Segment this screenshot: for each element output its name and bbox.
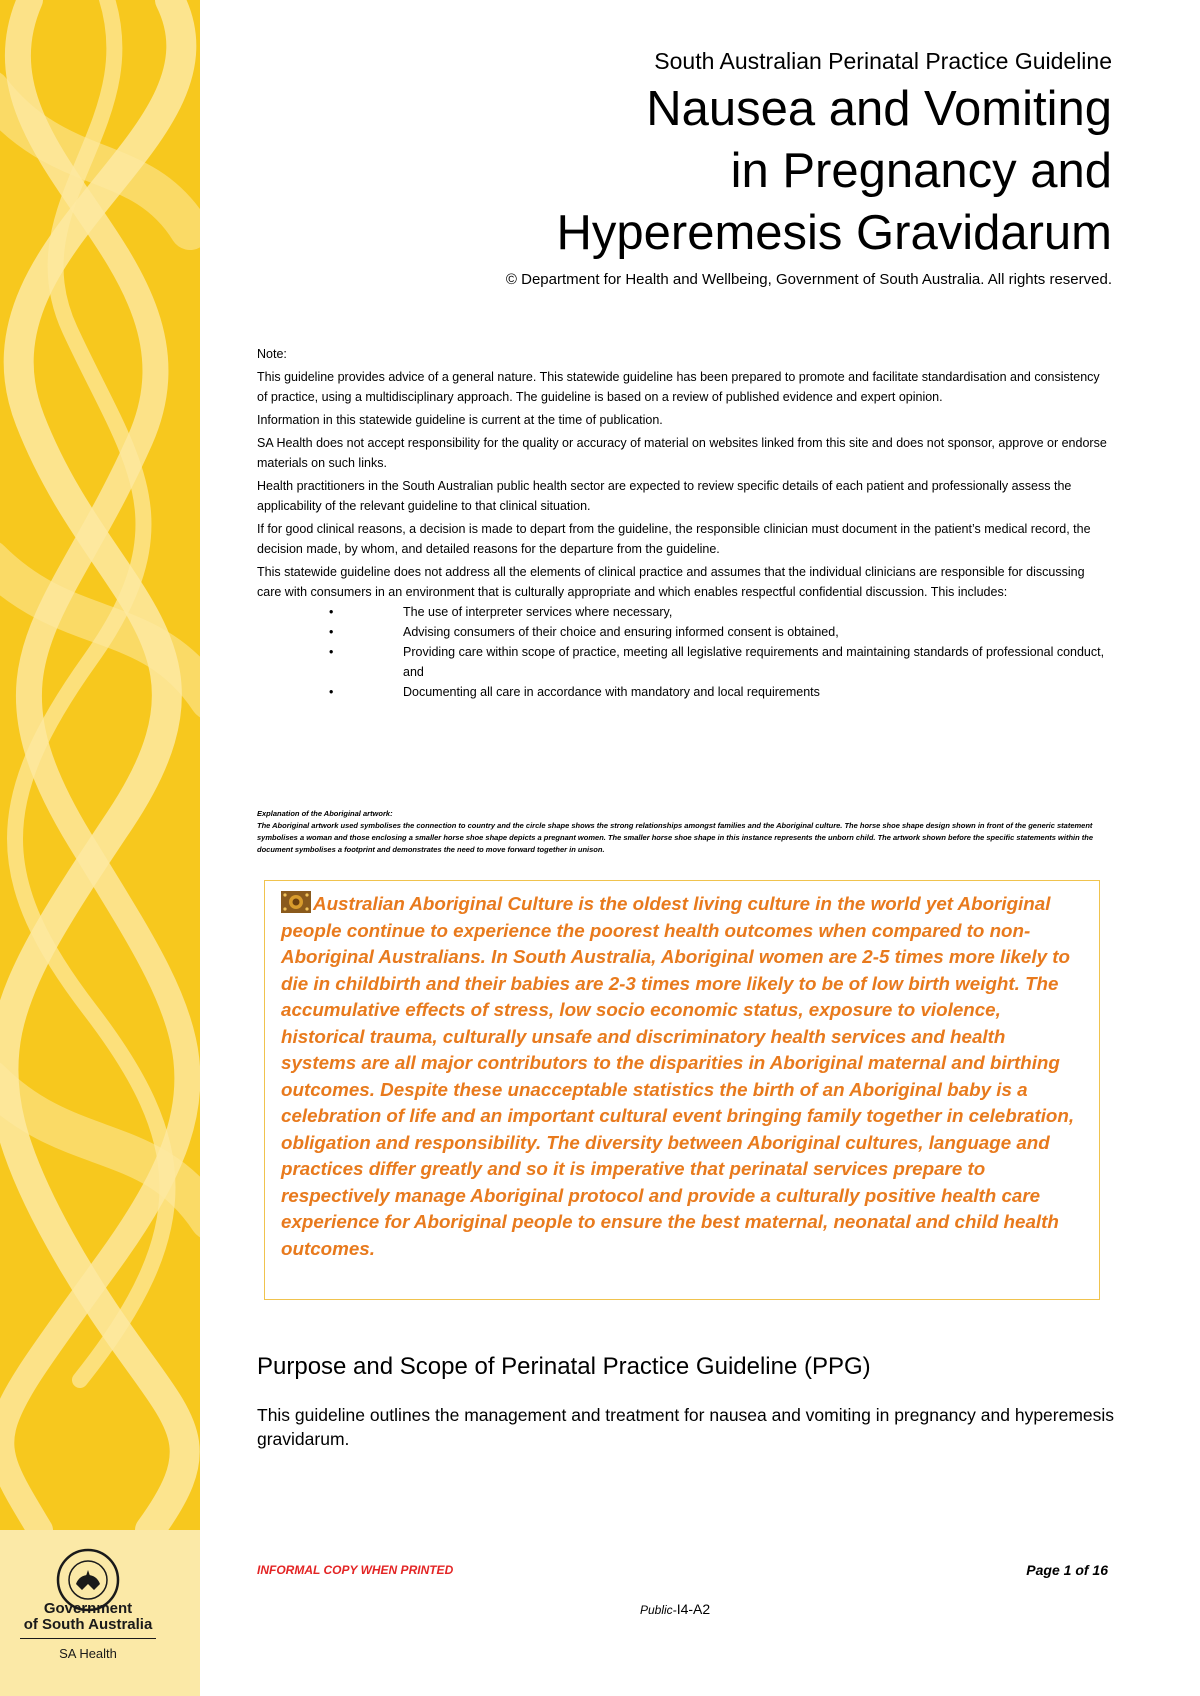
bullet-icon: • <box>329 645 334 659</box>
title-line: in Pregnancy and <box>730 144 1112 198</box>
list-item: • The use of interpreter services where necessary, <box>257 602 1112 622</box>
bullet-icon: • <box>329 605 334 619</box>
informal-copy-notice: INFORMAL COPY WHEN PRINTED <box>257 1563 454 1577</box>
list-item: • Providing care within scope of practice, meeting all legislative requirements and maintaining standards of professional conduct, and <box>257 642 1112 682</box>
title-line: Nausea and Vomiting <box>646 82 1112 136</box>
note-bullet-list <box>257 602 1112 702</box>
logo-divider <box>20 1638 156 1639</box>
artwork-explanation-text: The Aboriginal artwork used symbolises the connection to country and the circle shape shows the strong relationships amongst families and the Aboriginal culture. The horse shoe shape design shown in front of the generic statement symbolises a woman and those enclosing a smaller horse shoe shape depicts a pregnant women. The smaller horse shoe shape in this instance represents the unborn child. The artwork shown before the specific statements within the document symbolises a footprint and demonstrates the need to move forward together in unison. <box>257 821 1094 854</box>
page-number: Page 1 of 16 <box>1026 1562 1108 1578</box>
purpose-heading: Purpose and Scope of Perinatal Practice Guideline (PPG) <box>257 1353 871 1380</box>
callout-text: Australian Aboriginal Culture is the oldest living culture in the world yet Aboriginal people continue to experience the poorest health outcomes when compared to non-Aboriginal Australians. In South Australia, Aboriginal women are 2-5 times more likely to die in childbirth and their babies are 2-3 times more likely to be of low birth weight. The accumulative effects of stress, low socio economic status, exposure to violence, historical trauma, culturally unsafe and discriminatory health services and health systems are all major contributors to the disparities in Aboriginal maternal and birthing outcomes. Despite these unacceptable statistics the birth of an Aboriginal baby is a celebration of life and an important cultural event bringing family together in celebration, obligation and responsibility. The diversity between Aboriginal cultures, language and practices differ greatly and so it is imperative that perinatal services prepare to respectively manage Aboriginal protocol and provide a culturally positive health care experience for Aboriginal people to ensure the best maternal, neonatal and child health outcomes. <box>281 893 1075 1259</box>
disclaimer-note <box>257 344 1112 702</box>
document-subtitle: South Australian Perinatal Practice Guideline <box>654 48 1112 74</box>
note-paragraph: This statewide guideline does not address all the elements of clinical practice and assumes that the individual clinicians are responsible for discussing care with consumers in an environment that is culturally appropriate and which enables respectful confidential discussion. This includes: <box>257 565 1085 599</box>
callout-text-block <box>281 891 1083 1262</box>
title-line: Hyperemesis Gravidarum <box>556 206 1112 260</box>
note-paragraph: SA Health does not accept responsibility for the quality or accuracy of material on websites linked from this site and does not sponsor, approve or endorse materials on such links. <box>257 436 1107 470</box>
document-header <box>252 46 1112 290</box>
aboriginal-artwork-icon <box>281 891 311 913</box>
decorative-sidebar <box>0 0 200 1696</box>
bullet-icon: • <box>329 685 334 699</box>
classification-code: I4-A2 <box>676 1601 711 1617</box>
list-item: • Advising consumers of their choice and ensuring informed consent is obtained, <box>257 622 1112 642</box>
note-paragraph: Information in this statewide guideline is current at the time of publication. <box>257 413 663 427</box>
logo-area <box>0 1530 200 1696</box>
department-name: SA Health <box>59 1646 117 1661</box>
government-wordmark-line1: Government <box>43 1600 133 1617</box>
document-title <box>252 78 1112 264</box>
purpose-body: This guideline outlines the management and treatment for nausea and vomiting in pregnancy and hyperemesis gravidarum. <box>257 1405 1115 1449</box>
list-item: • Documenting all care in accordance with mandatory and local requirements <box>257 682 1112 702</box>
copyright-notice: © Department for Health and Wellbeing, Government of South Australia. All rights reserved. <box>505 271 1112 288</box>
security-classification <box>640 1601 710 1617</box>
government-wordmark-line2: of South Australia <box>23 1616 153 1633</box>
note-paragraph: If for good clinical reasons, a decision is made to depart from the guideline, the responsible clinician must document in the patient’s medical record, the decision made, by whom, and detailed reasons for the departure from the guideline. <box>257 522 1091 556</box>
note-paragraph: Health practitioners in the South Australian public health sector are expected to review specific details of each patient and professionally assess the applicability of the relevant guideline to that clinical situation. <box>257 479 1072 513</box>
artwork-explanation-heading: Explanation of the Aboriginal artwork: <box>257 809 393 818</box>
aboriginal-culture-callout <box>264 880 1100 1300</box>
artwork-explanation <box>257 808 1112 856</box>
bullet-icon: • <box>329 625 334 639</box>
note-paragraph: This guideline provides advice of a general nature. This statewide guideline has been prepared to promote and facilitate standardisation and consistency of practice, using a multidisciplinary approach. The guideline is based on a review of published evidence and expert opinion. <box>257 370 1100 404</box>
classification-prefix: Public- <box>640 1603 677 1617</box>
note-heading: Note: <box>257 347 287 361</box>
wave-pattern-icon <box>0 0 200 1530</box>
